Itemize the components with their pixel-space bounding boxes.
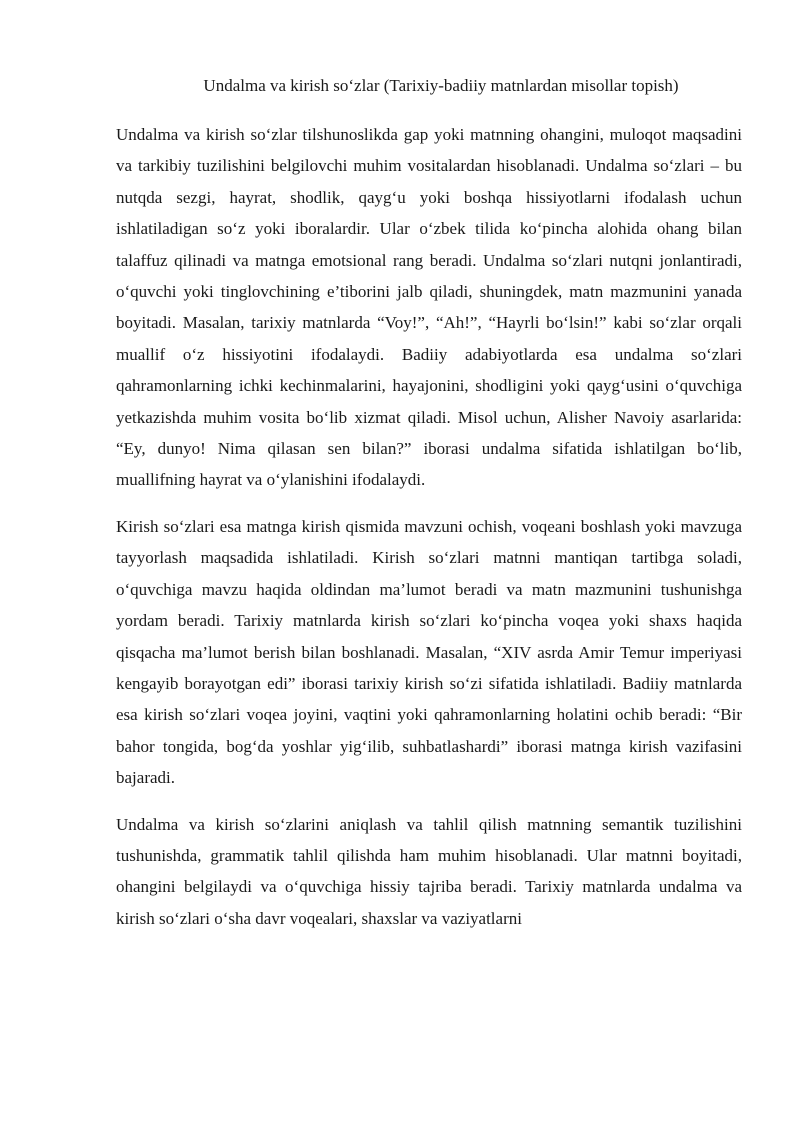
document-title: Undalma va kirish so‘zlar (Tarixiy-badiiy matnlardan misollar topish): [203, 76, 679, 95]
paragraph-3: Undalma va kirish so‘zlarini aniqlash va tahlil qilish matnning semantik tuzilishini tushunishda, grammatik tahlil qilishda ham muhim hisoblanadi. Ular matnni boyitadi, ohangini belgilaydi va o‘quvchiga hissiy tajriba beradi. Tarixiy matnlarda undalma va kirish so‘zlari o‘sha davr voqealari, shaxslar va vaziyatlarni: [116, 814, 742, 928]
document-body: [116, 72, 742, 949]
paragraph-1: Undalma va kirish so‘zlar tilshunoslikda gap yoki matnning ohangini, muloqot maqsadini va tarkibiy tuzilishini belgilovchi muhim vositalardan hisoblanadi. Undalma so‘zlari – bu nutqda sezgi, hayrat, shodlik, qayg‘u yoki boshqa hissiyotlarni ifodalash uchun ishlatiladigan so‘z yoki iboralardir. Ular o‘zbek tilida ko‘pincha alohida ohang bilan talaffuz qilinadi va matnga emotsional rang beradi. Undalma so‘zlari nutqni jonlantiradi, o‘quvchi yoki tinglovchining e’tiborini jalb qiladi, shuningdek, matn mazmunini yanada boyitadi. Masalan, tarixiy matnlarda “Voy!”, “Ah!”, “Hayrli bo‘lsin!” kabi so‘zlar orqali muallif o‘z hissiyotini ifodalaydi. Badiiy adabiyotlarda esa undalma so‘zlari qahramonlarning ichki kechinmalarini, hayajonini, shodligini yoki qayg‘usini o‘quvchiga yetkazishda muhim vosita bo‘lib xizmat qiladi. Misol uchun, Alisher Navoiy asarlarida: “Ey, dunyo! Nima qilasan sen bilan?” iborasi undalma sifatida ishlatilgan bo‘lib, muallifning hayrat va o‘ylanishini ifodalaydi.: [116, 125, 742, 490]
paragraph-2: Kirish so‘zlari esa matnga kirish qismida mavzuni ochish, voqeani boshlash yoki mavzuga tayyorlash maqsadida ishlatiladi. Kirish so‘zlari matnni mantiqan tartibga soladi, o‘quvchiga mavzu haqida oldindan ma’lumot beradi va matn mazmunini tushunishga yordam beradi. Tarixiy matnlarda kirish so‘zlari ko‘pincha voqea yoki shaxs haqida qisqacha ma’lumot berish bilan boshlanadi. Masalan, “XIV asrda Amir Temur imperiyasi kengayib borayotgan edi” iborasi tarixiy kirish so‘zi sifatida ishlatiladi. Badiiy matnlarda esa kirish so‘zlari voqea joyini, vaqtini yoki qahramonlarning holatini ochib beradi: “Bir bahor tongida, bog‘da yoshlar yig‘ilib, suhbatlashardi” iborasi matnga kirish vazifasini bajaradi.: [116, 516, 742, 788]
